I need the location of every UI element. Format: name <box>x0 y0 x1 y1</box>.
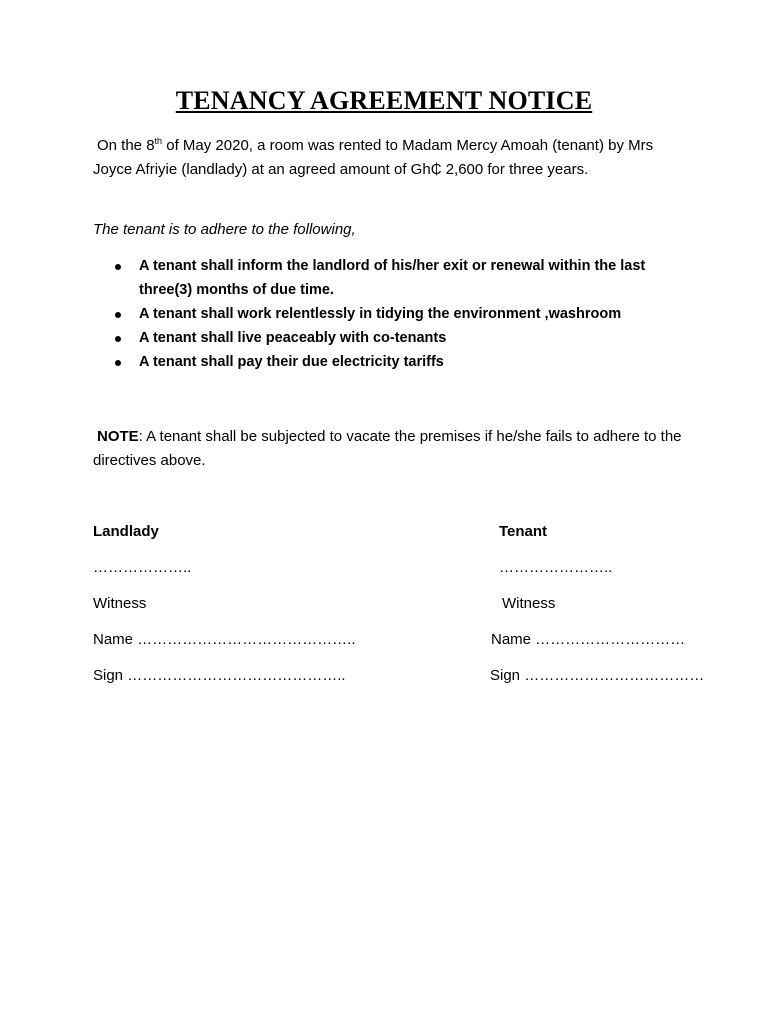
landlady-witness-name-line: Name …………………………………….. <box>93 631 356 648</box>
landlady-signature-line: ……………….. <box>93 559 192 576</box>
tenant-witness-label: Witness <box>502 595 556 612</box>
rule-item: A tenant shall inform the landlord of his/her exit or renewal within the last three(3) months of due time. <box>93 254 683 302</box>
landlady-witness-label: Witness <box>93 595 147 612</box>
note-paragraph <box>93 425 683 473</box>
landlady-heading: Landlady <box>93 523 159 540</box>
rule-item: A tenant shall pay their due electricity tariffs <box>93 350 683 374</box>
rules-subheading: The tenant is to adhere to the following, <box>93 221 356 238</box>
date-ordinal-suffix: th <box>154 136 163 146</box>
tenant-witness-name-line: Name ………………………… <box>491 631 686 648</box>
intro-text-start: On the 8 <box>97 137 155 154</box>
document-title: TENANCY AGREEMENT NOTICE <box>175 86 593 115</box>
intro-paragraph <box>93 134 683 182</box>
intro-text-rest: of May 2020, a room was rented to Madam Mercy Amoah (tenant) by Mrs Joyce Afriyie (landlady) at an agreed amount of Gh₵ 2,600 for three years. <box>93 137 654 178</box>
note-label: NOTE <box>97 428 139 445</box>
tenant-witness-sign-line: Sign ……………………………… <box>490 667 705 684</box>
landlady-witness-sign-line: Sign …………………………………….. <box>93 667 346 684</box>
rule-item: A tenant shall live peaceably with co-tenants <box>93 326 683 350</box>
tenant-signature-line: ………………….. <box>499 559 613 576</box>
tenant-heading: Tenant <box>499 523 548 540</box>
rule-item: A tenant shall work relentlessly in tidying the environment ,washroom <box>93 302 683 326</box>
rules-list <box>93 254 683 374</box>
note-text: : A tenant shall be subjected to vacate the premises if he/she fails to adhere to the directives above. <box>93 428 682 469</box>
